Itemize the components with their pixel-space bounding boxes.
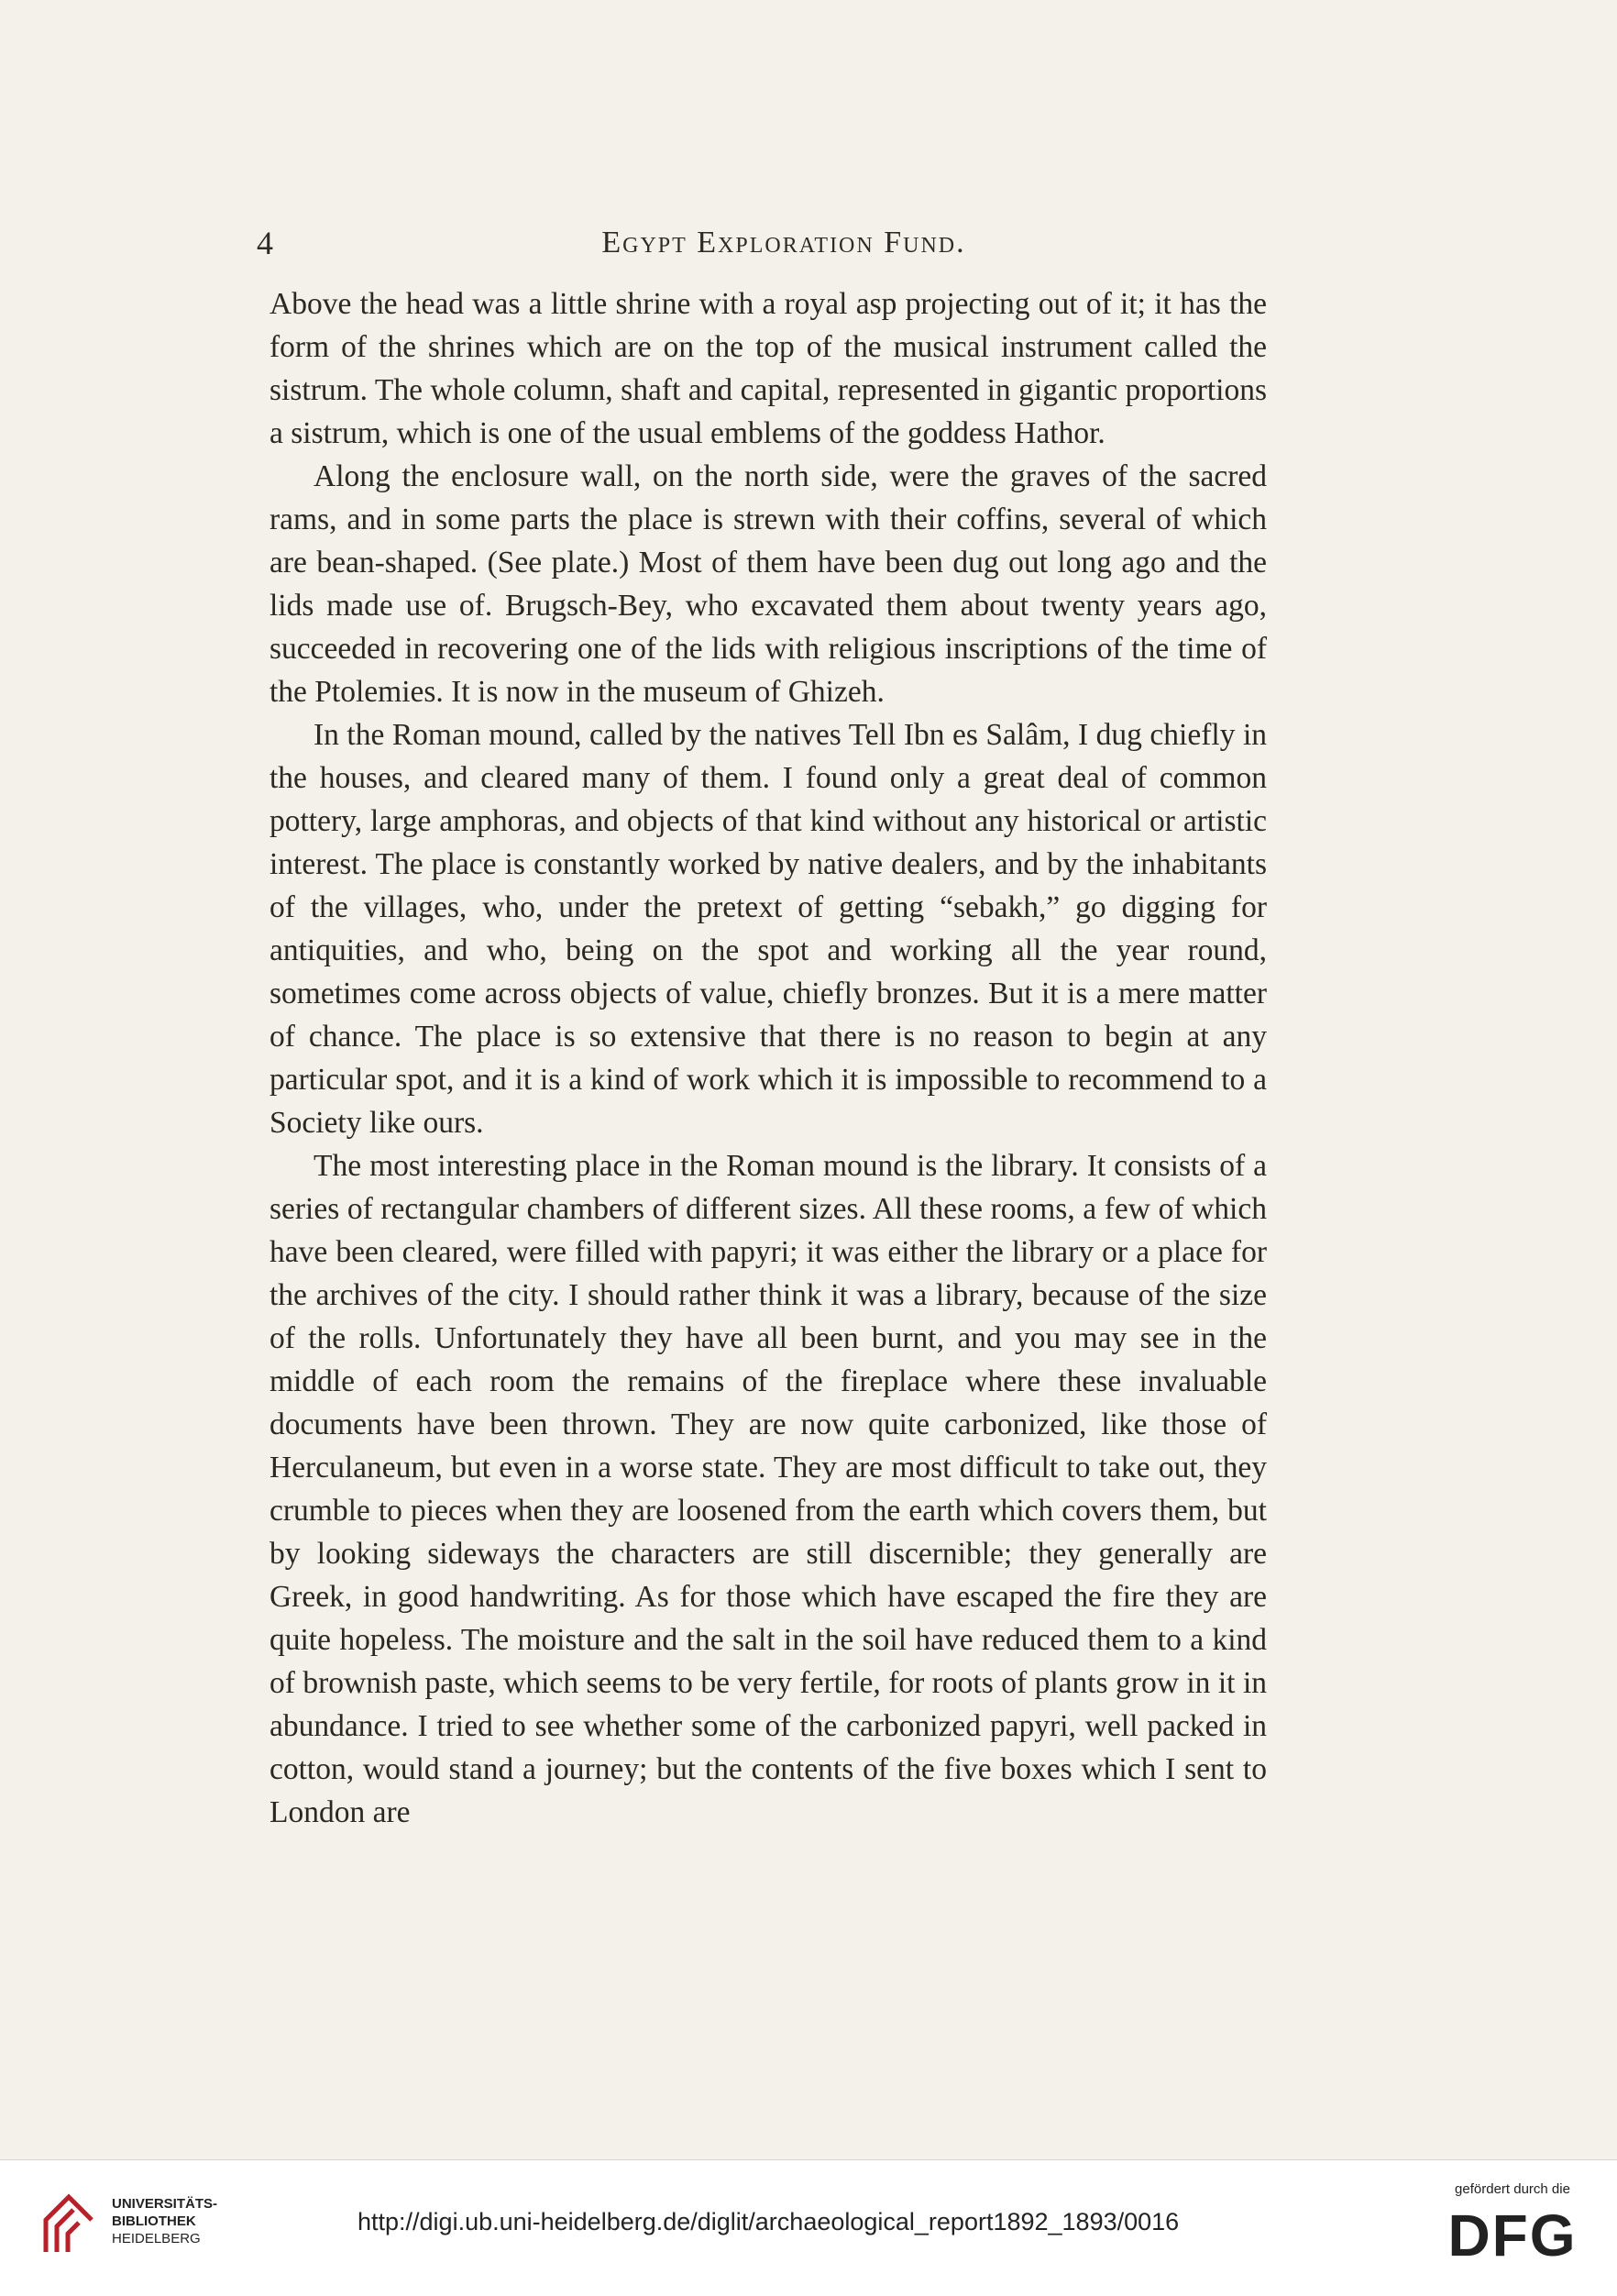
page-number: 4 bbox=[257, 225, 273, 261]
library-name-line-1: UNIVERSITÄTS- bbox=[112, 2196, 218, 2212]
library-name bbox=[112, 2195, 258, 2247]
ub-heidelberg-logo-icon[interactable] bbox=[37, 2188, 101, 2261]
running-title: Egypt Exploration Fund. bbox=[601, 226, 966, 259]
library-name-line-3: HEIDELBERG bbox=[112, 2231, 201, 2246]
permalink bbox=[358, 2208, 1274, 2236]
paragraph-4: The most interesting place in the Roman mound is the library. It consists of a series of rectangular chambers of different sizes. All these rooms, a few of which have been cleared, were filled with papyri; it was either the library or a place for the archives of the city. I should rather think it was a library, because of the size of the rolls. Unfortunately they have all been burnt, and you may see in the middle of each room the remains of the fireplace where these invaluable documents have been thrown. They are now quite carbonized, like those of Herculaneum, but even in a worse state. They are most difficult to take out, they crumble to pieces when they are loosened from the earth which covers them, but by looking sideways the characters are still discernible; they generally are Greek, in good handwriting. As for those which have escaped the fire they are quite hopeless. The moisture and the salt in the soil have reduced them to a kind of brownish paste, which seems to be very fertile, for roots of plants grow in it in abundance. I tried to see whether some of the carbonized papyri, well packed in cotton, would stand a journey; but the contents of the five boxes which I sent to London are bbox=[270, 1149, 1267, 1829]
library-name-line-2: BIBLIOTHEK bbox=[112, 2213, 196, 2229]
dfg-logo[interactable]: DFG bbox=[1447, 2202, 1578, 2268]
paragraph-1: Above the head was a little shrine with a royal asp projecting out of it; it has the form of the shrines which are on the top of the musical instrument called the sistrum. The whole column, shaft and capital, represented in gigantic proportions a sistrum, which is one of the usual emblems of the goddess Hathor. bbox=[270, 287, 1267, 450]
digitization-footer bbox=[0, 2159, 1617, 2296]
body-text bbox=[270, 282, 1267, 1834]
permalink-link[interactable]: http://digi.ub.uni-heidelberg.de/diglit/archaeological_report1892_1893/0016 bbox=[358, 2208, 1180, 2235]
page-header bbox=[257, 220, 1274, 266]
paragraph-2: Along the enclosure wall, on the north side, were the graves of the sacred rams, and in some parts the place is strewn with their coffins, several of which are bean-shaped. (See plate.) Most of them have been dug out long ago and the lids made use of. Brugsch-Bey, who excavated them about twenty years ago, succeeded in recovering one of the lids with religious inscriptions of the time of the Ptolemies. It is now in the museum of Ghizeh. bbox=[270, 459, 1267, 709]
funder bbox=[1430, 2180, 1595, 2272]
paragraph-3: In the Roman mound, called by the natives Tell Ibn es Salâm, I dug chiefly in the houses, and cleared many of them. I found only a great deal of common pottery, large amphoras, and objects of that kind without any historical or artistic interest. The place is constantly worked by native dealers, and by the inhabitants of the villages, who, under the pretext of getting “sebakh,” go digging for antiquities, and who, being on the spot and working all the year round, sometimes come across objects of value, chiefly bronzes. But it is a mere matter of chance. The place is so extensive that there is no reason to begin at any particular spot, and it is a kind of work which it is impossible to recommend to a Society like ours. bbox=[270, 718, 1267, 1140]
funder-caption: gefördert durch die bbox=[1455, 2181, 1570, 2197]
